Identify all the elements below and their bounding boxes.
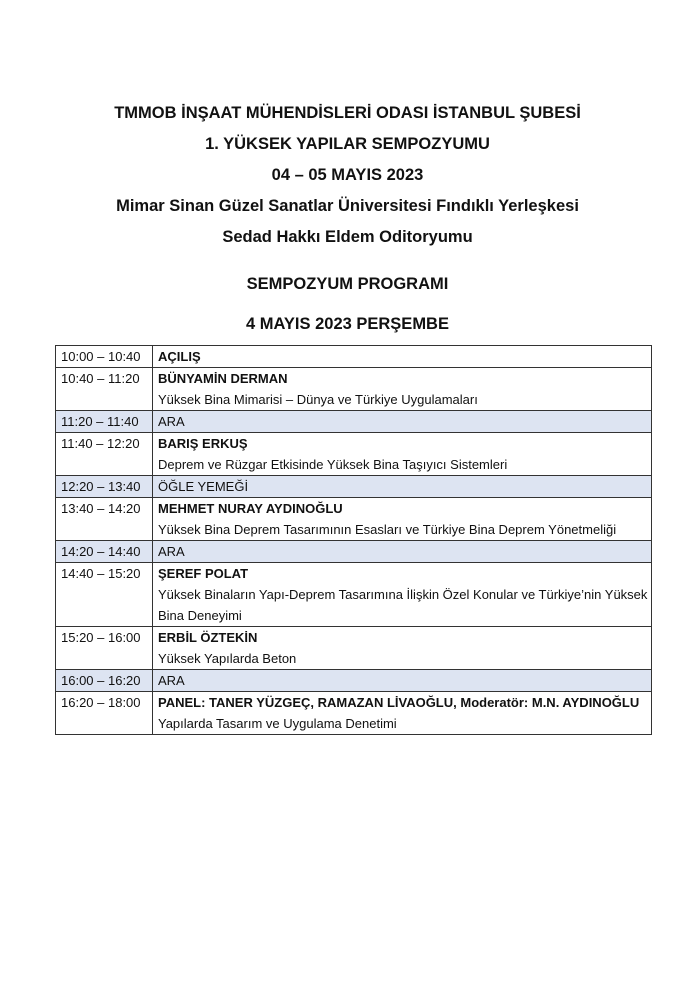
talk-title: Yapılarda Tasarım ve Uygulama Denetimi <box>158 716 397 731</box>
time-cell: 13:40 – 14:20 <box>56 498 153 541</box>
session-cell <box>153 627 652 670</box>
session-cell: ÖĞLE YEMEĞİ <box>153 476 652 498</box>
time-cell: 14:20 – 14:40 <box>56 541 153 563</box>
speaker-name: BÜNYAMİN DERMAN <box>158 371 288 386</box>
time-cell: 10:00 – 10:40 <box>56 346 153 368</box>
schedule-row-session <box>56 433 652 476</box>
session-cell <box>153 563 652 627</box>
day-title: 4 MAYIS 2023 PERŞEMBE <box>246 315 449 333</box>
schedule-row-lunch <box>56 476 652 498</box>
schedule-table <box>55 345 652 735</box>
talk-title: Deprem ve Rüzgar Etkisinde Yüksek Bina Taşıyıcı Sistemleri <box>158 457 508 472</box>
venue-hall: Sedad Hakkı Eldem Oditoryumu <box>222 228 473 246</box>
session-cell <box>153 346 652 368</box>
schedule-row-session <box>56 563 652 627</box>
time-cell: 11:40 – 12:20 <box>56 433 153 476</box>
schedule-row-panel <box>56 692 652 735</box>
talk-title: Yüksek Yapılarda Beton <box>158 651 297 666</box>
symposium-dates: 04 – 05 MAYIS 2023 <box>271 166 424 184</box>
session-label: AÇILIŞ <box>158 349 201 364</box>
talk-title: Yüksek Bina Mimarisi – Dünya ve Türkiye Uygulamaları <box>158 392 478 407</box>
session-cell <box>153 368 652 411</box>
speaker-name: MEHMET NURAY AYDINOĞLU <box>158 501 343 516</box>
speaker-name: ERBİL ÖZTEKİN <box>158 630 258 645</box>
schedule-row-break <box>56 541 652 563</box>
speaker-name: BARIŞ ERKUŞ <box>158 436 248 451</box>
schedule-row-break <box>56 411 652 433</box>
panel-participants: PANEL: TANER YÜZGEÇ, RAMAZAN LİVAOĞLU, Moderatör: M.N. AYDINOĞLU <box>158 695 640 710</box>
symposium-title: 1. YÜKSEK YAPILAR SEMPOZYUMU <box>205 135 490 153</box>
time-cell: 12:20 – 13:40 <box>56 476 153 498</box>
time-cell: 10:40 – 11:20 <box>56 368 153 411</box>
session-cell: ARA <box>153 541 652 563</box>
session-cell: ARA <box>153 670 652 692</box>
speaker-name: ŞEREF POLAT <box>158 566 249 581</box>
time-cell: 11:20 – 11:40 <box>56 411 153 433</box>
session-cell <box>153 498 652 541</box>
schedule-row-session <box>56 498 652 541</box>
document-header <box>0 98 695 253</box>
time-cell: 16:00 – 16:20 <box>56 670 153 692</box>
session-cell: ARA <box>153 411 652 433</box>
organization-title: TMMOB İNŞAAT MÜHENDİSLERİ ODASI İSTANBUL ŞUBESİ <box>114 104 581 122</box>
time-cell: 16:20 – 18:00 <box>56 692 153 735</box>
schedule-row-break <box>56 670 652 692</box>
schedule-row-session <box>56 368 652 411</box>
session-cell <box>153 692 652 735</box>
time-cell: 14:40 – 15:20 <box>56 563 153 627</box>
program-title: SEMPOZYUM PROGRAMI <box>246 275 449 293</box>
time-cell: 15:20 – 16:00 <box>56 627 153 670</box>
talk-title: Yüksek Bina Deprem Tasarımının Esasları ve Türkiye Bina Deprem Yönetmeliği <box>158 522 617 537</box>
schedule-row-session <box>56 627 652 670</box>
venue-campus: Mimar Sinan Güzel Sanatlar Üniversitesi Fındıklı Yerleşkesi <box>116 197 579 215</box>
talk-title: Yüksek Binaların Yapı-Deprem Tasarımına İlişkin Özel Konular ve Türkiye’nin Yüksek Bina Deneyimi <box>158 587 648 623</box>
schedule-row-opening <box>56 346 652 368</box>
session-cell <box>153 433 652 476</box>
